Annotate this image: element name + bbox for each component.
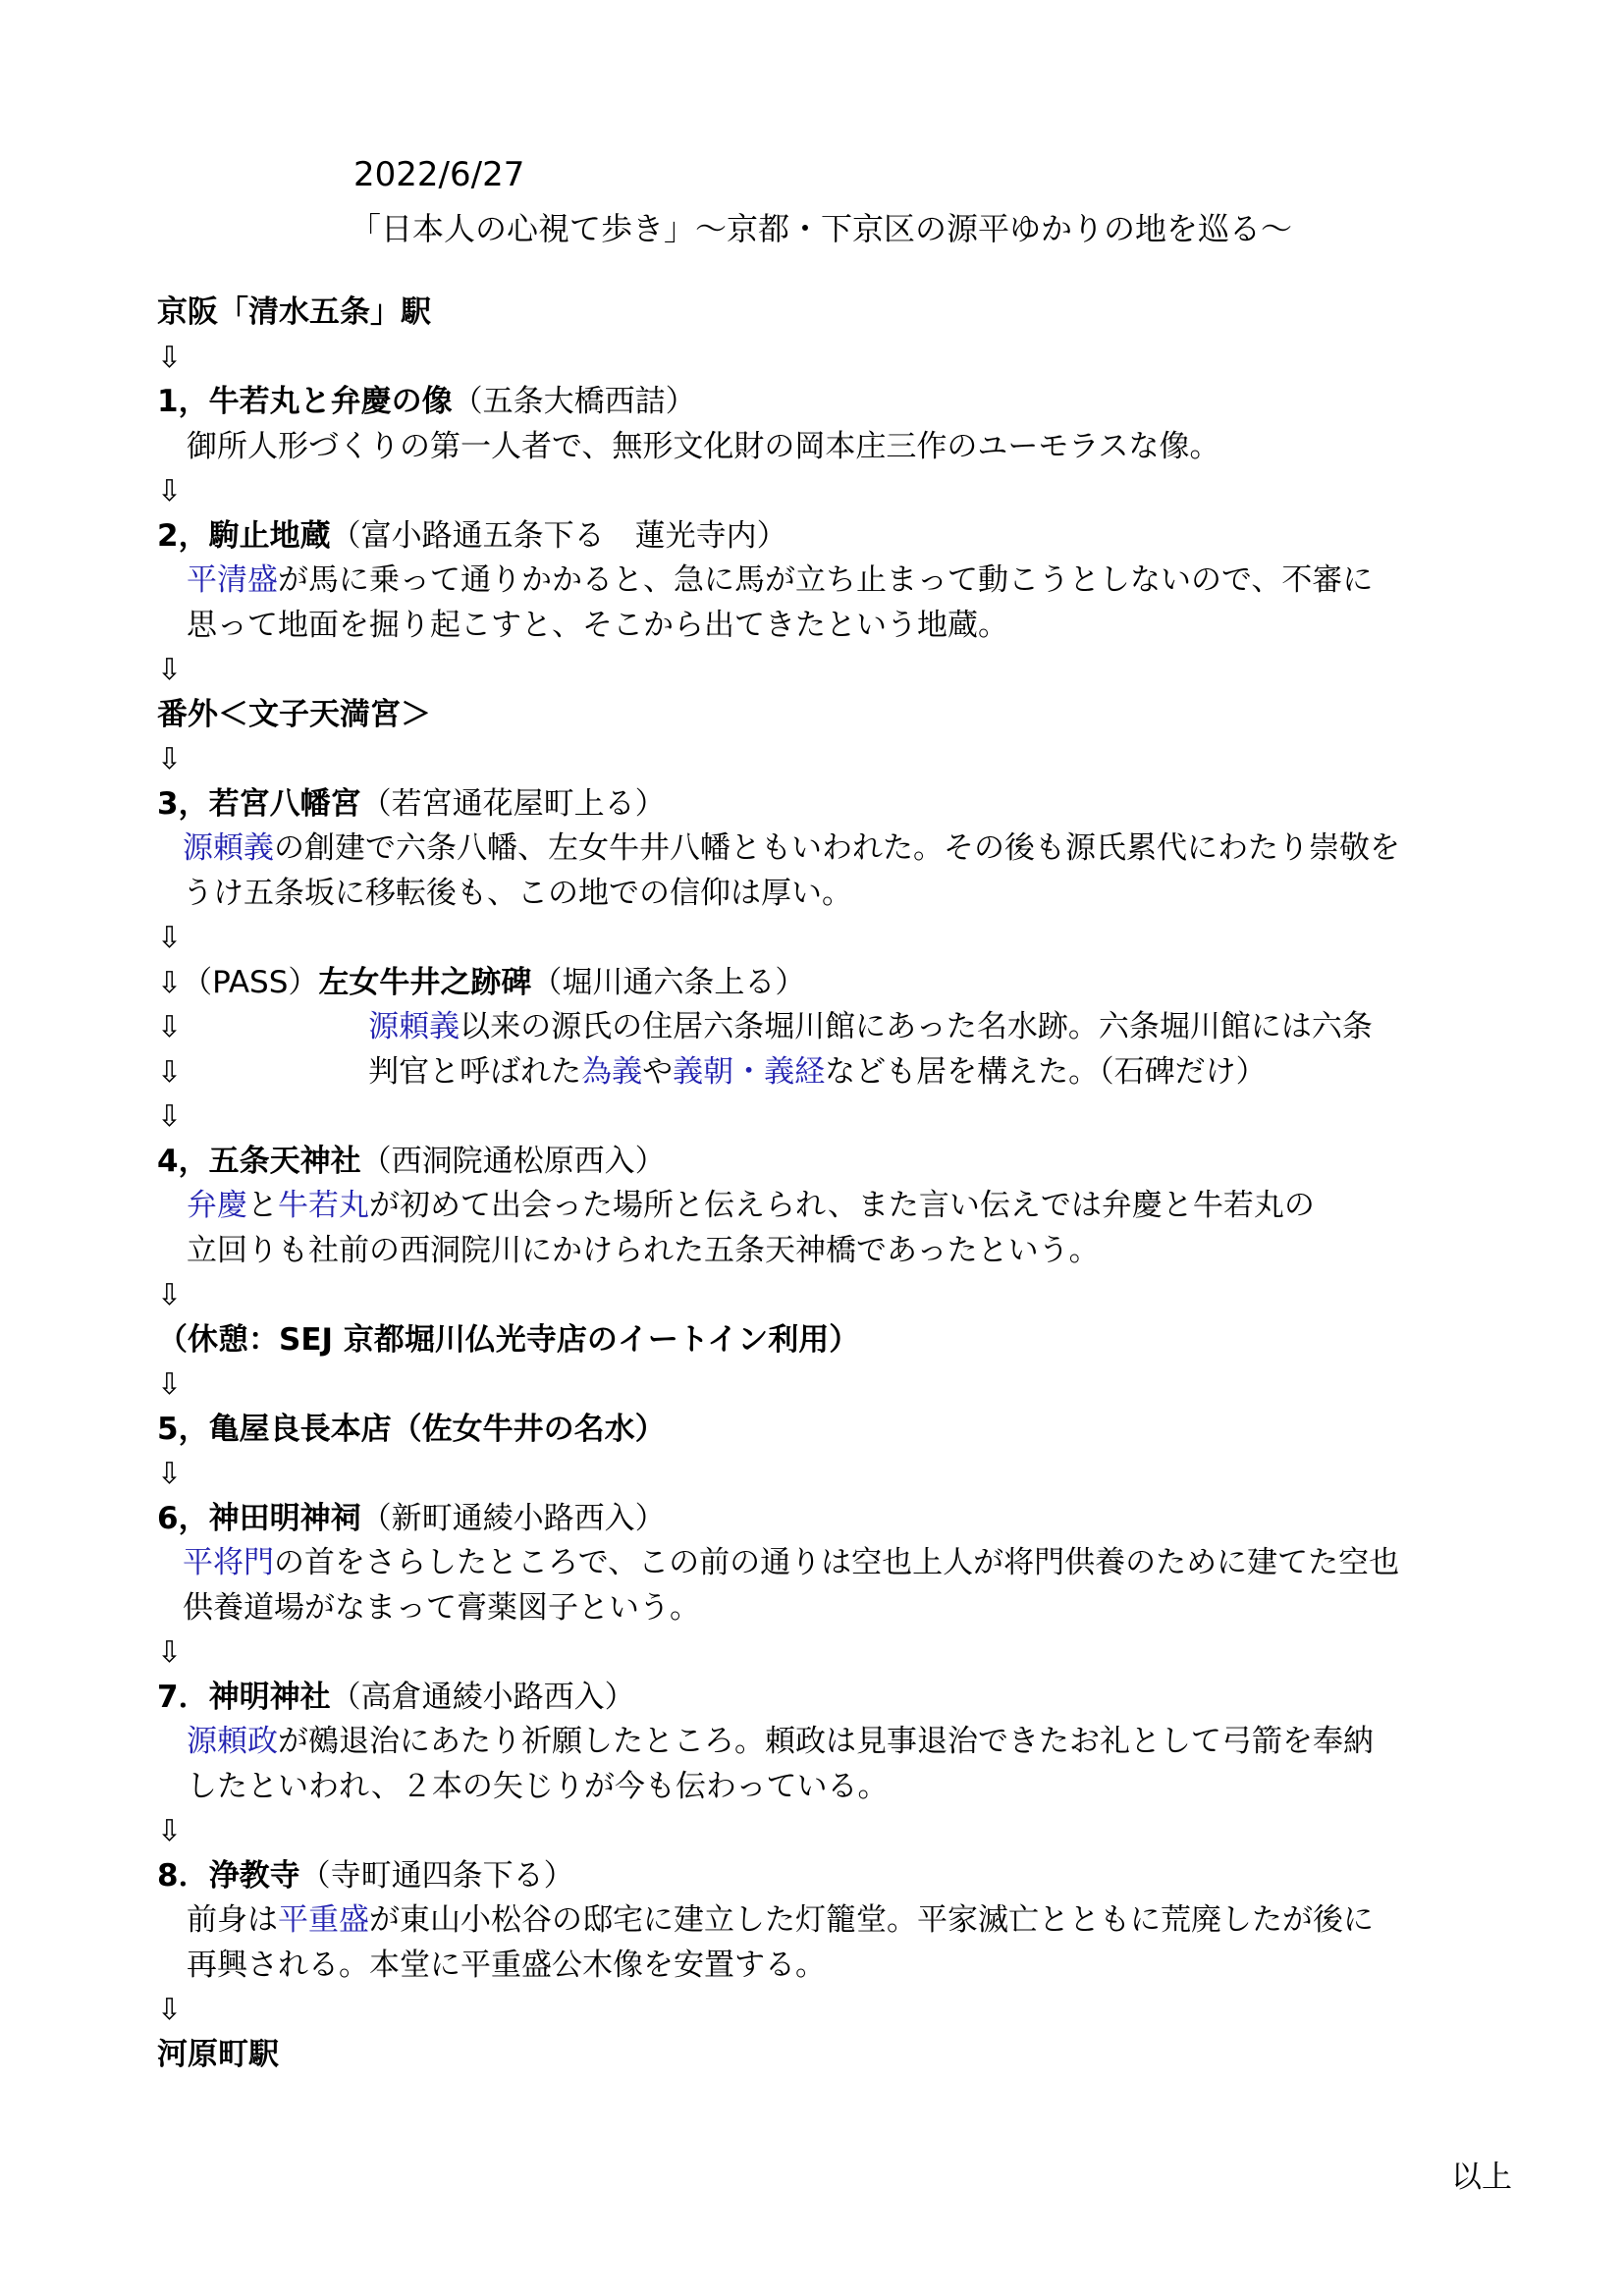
stop-3-location: （若宮通花屋町上る） <box>360 785 666 822</box>
description-text: 以来の源氏の住居六条堀川館にあった名水跡。六条堀川館には六条 <box>460 1009 1373 1044</box>
down-arrow-icon: ⇩ <box>157 653 183 687</box>
down-arrow-icon: ⇩ <box>157 1367 183 1402</box>
down-arrow-icon: ⇩ <box>157 1054 183 1090</box>
extra-stop: 番外＜文子天満宮＞ <box>157 696 431 732</box>
person-name: 源頼政 <box>187 1724 278 1759</box>
stop-2-location: （富小路通五条下る 蓮光寺内） <box>330 517 787 554</box>
down-arrow-icon: ⇩ <box>157 742 183 776</box>
down-arrow-icon: ⇩ <box>157 1457 183 1491</box>
person-name: 義朝・義経 <box>673 1053 826 1090</box>
stop-6-heading <box>157 1497 1551 1542</box>
down-arrow-icon: ⇩ <box>157 921 183 955</box>
description-text: の首をさらしたところで、この前の通りは空也上人が将門供養のために建てた空也 <box>274 1545 1400 1580</box>
stop-7-description-cont: したといわれ、２本の矢じりが今も伝わっている。 <box>187 1768 889 1804</box>
person-name: 平将門 <box>183 1545 274 1580</box>
stop-4-heading <box>157 1140 1551 1185</box>
description-text: と <box>247 1188 278 1223</box>
pass-description-cont <box>157 1050 1551 1095</box>
person-name: 為義 <box>581 1053 643 1090</box>
document-date: 2022/6/27 <box>353 155 525 194</box>
stop-2-heading <box>157 514 1551 560</box>
pass-prefix: （PASS） <box>182 964 319 1000</box>
description-text: 前身は <box>187 1902 278 1938</box>
stop-7-heading <box>157 1676 1551 1721</box>
stop-4-description-cont: 立回りも社前の西洞院川にかけられた五条天神橋であったという。 <box>187 1232 1100 1268</box>
stop-6-description-cont: 供養道場がなまって膏薬図子という。 <box>183 1589 700 1626</box>
rest-stop: （休憩：SEJ 京都堀川仏光寺店のイートイン利用） <box>157 1321 860 1358</box>
down-arrow-icon: ⇩ <box>157 1099 183 1134</box>
person-name: 平清盛 <box>187 562 278 598</box>
stop-8-description <box>157 1898 1551 1944</box>
description-text: や <box>642 1053 674 1090</box>
down-arrow-icon: ⇩ <box>157 1010 183 1044</box>
stop-3-description-cont: うけ五条坂に移転後も、この地での信仰は厚い。 <box>183 875 852 911</box>
down-arrow-icon: ⇩ <box>157 1993 183 2027</box>
document-title: 「日本人の心視て歩き」〜京都・下京区の源平ゆかりの地を巡る〜 <box>350 210 1293 247</box>
stop-3-description <box>157 827 1551 872</box>
description-text: 判官と呼ばれた <box>368 1053 582 1090</box>
person-name: 弁慶 <box>187 1188 247 1223</box>
person-name: 源頼義 <box>183 830 274 866</box>
description-text: の創建で六条八幡、左女牛井八幡ともいわれた。その後も源氏累代にわたり崇敬を <box>274 830 1400 866</box>
stop-4-description <box>157 1184 1551 1229</box>
stop-8-title: 8．浄教寺 <box>157 1857 300 1894</box>
description-text: が初めて出会った場所と伝えられ、また言い伝えでは弁慶と牛若丸の <box>369 1188 1315 1223</box>
end-station: 河原町駅 <box>157 2036 279 2072</box>
stop-1-title: 1，牛若丸と弁慶の像 <box>157 384 453 419</box>
pass-heading <box>157 961 1551 1006</box>
closing-mark: 以上 <box>1451 2160 1512 2195</box>
stop-4-location: （西洞院通松原西入） <box>360 1143 666 1179</box>
person-name: 源頼義 <box>368 1009 460 1044</box>
stop-7-location: （高倉通綾小路西入） <box>330 1679 635 1715</box>
start-station: 京阪「清水五条」駅 <box>157 294 431 330</box>
down-arrow-icon: ⇩ <box>157 474 183 508</box>
stop-1-heading <box>157 380 1551 425</box>
description-text: なども居を構えた。（石碑だけ） <box>825 1053 1267 1090</box>
pass-location: （堀川通六条上る） <box>531 964 806 1000</box>
stop-6-location: （新町通綾小路西入） <box>360 1500 666 1536</box>
stop-3-title: 3，若宮八幡宮 <box>157 785 361 822</box>
down-arrow-icon: ⇩ <box>157 1635 183 1670</box>
down-arrow-icon: ⇩ <box>157 1814 183 1848</box>
stop-2-description-cont: 思って地面を掘り起こすと、そこから出てきたという地蔵。 <box>187 607 1008 643</box>
person-name: 平重盛 <box>278 1902 369 1938</box>
stop-5-title: 5，亀屋良長本店（佐女牛井の名水） <box>157 1411 666 1447</box>
stop-7-description <box>157 1720 1551 1765</box>
stop-1-location: （五条大橋西詰） <box>452 384 696 419</box>
pass-title: 左女牛井之跡碑 <box>318 964 532 1000</box>
person-name: 牛若丸 <box>278 1188 369 1223</box>
down-arrow-icon: ⇩ <box>157 1278 183 1312</box>
stop-6-description <box>157 1541 1551 1586</box>
description-text: が鵺退治にあたり祈願したところ。頼政は見事退治できたお礼として弓箭を奉納 <box>278 1724 1374 1759</box>
stop-7-title: 7．神明神社 <box>157 1679 331 1715</box>
stop-3-heading <box>157 782 1551 828</box>
description-text: が東山小松谷の邸宅に建立した灯籠堂。平家滅亡とともに荒廃したが後に <box>369 1902 1374 1938</box>
stop-8-description-cont: 再興される。本堂に平重盛公木像を安置する。 <box>187 1947 826 1983</box>
stop-8-heading <box>157 1854 1551 1899</box>
stop-8-location: （寺町通四条下る） <box>299 1857 574 1894</box>
stop-2-title: 2，駒止地蔵 <box>157 517 331 554</box>
description-text: が馬に乗って通りかかると、急に馬が立ち止まって動こうとしないので、不審に <box>278 562 1374 598</box>
stop-4-title: 4，五条天神社 <box>157 1143 361 1179</box>
down-arrow-icon: ⇩ <box>157 340 183 375</box>
itinerary <box>157 291 1551 2077</box>
pass-description <box>157 1005 1551 1050</box>
stop-1-description: 御所人形づくりの第一人者で、無形文化財の岡本庄三作のユーモラスな像。 <box>187 428 1220 464</box>
stop-6-title: 6，神田明神祠 <box>157 1500 361 1536</box>
down-arrow-icon: ⇩ <box>157 965 183 1000</box>
stop-2-description <box>157 559 1551 604</box>
